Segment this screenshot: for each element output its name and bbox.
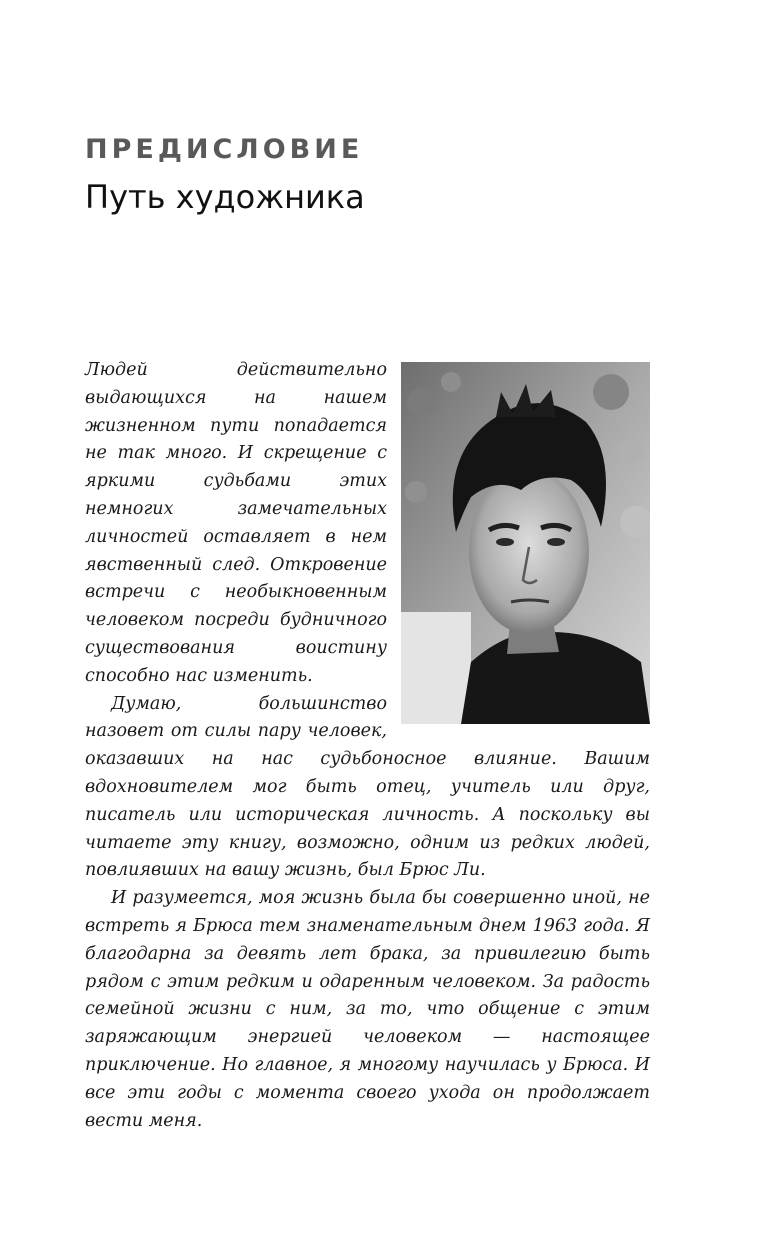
- paragraph: Думаю, большинство назовет от силы пару человек, оказавших на нас судьбоносное влияние. Вашим вдохновителем мог быть отец, учитель или друг, писатель или историческая личность. А поскольку вы читаете эту книгу, возможно, одним из редких людей, повлиявших на вашу жизнь, был Брюс Ли.: [85, 693, 650, 881]
- chapter-title: Путь художника: [85, 178, 365, 216]
- paragraph: И разумеется, моя жизнь была бы совершенно иной, не встреть я Брюса тем знаменательным днем 1963 года. Я благодарна за девять лет брака, за привилегию быть рядом с этим редким и одаренным человеком. За радость семейной жизни с ним, за то, что общение с этим заряжающим энергией человеком — настоящее приключение. Но главное, я многому научилась у Брюса. И все эти годы с момента своего ухода он продолжает вести меня.: [85, 888, 650, 1131]
- body-text: [85, 357, 650, 1135]
- portrait-photo-icon: [401, 362, 650, 724]
- paragraph: Людей действительно выдающихся на нашем жизненном пути попадается не так много. И скрещение с яркими судьбами этих немногих замечательных личностей оставляет в нем явственный след. Откровение встречи с необыкновенным человеком посреди будничного существования воистину способно нас изменить.: [85, 360, 387, 686]
- section-label: ПРЕДИСЛОВИЕ: [85, 134, 364, 165]
- portrait-photo: [401, 362, 650, 724]
